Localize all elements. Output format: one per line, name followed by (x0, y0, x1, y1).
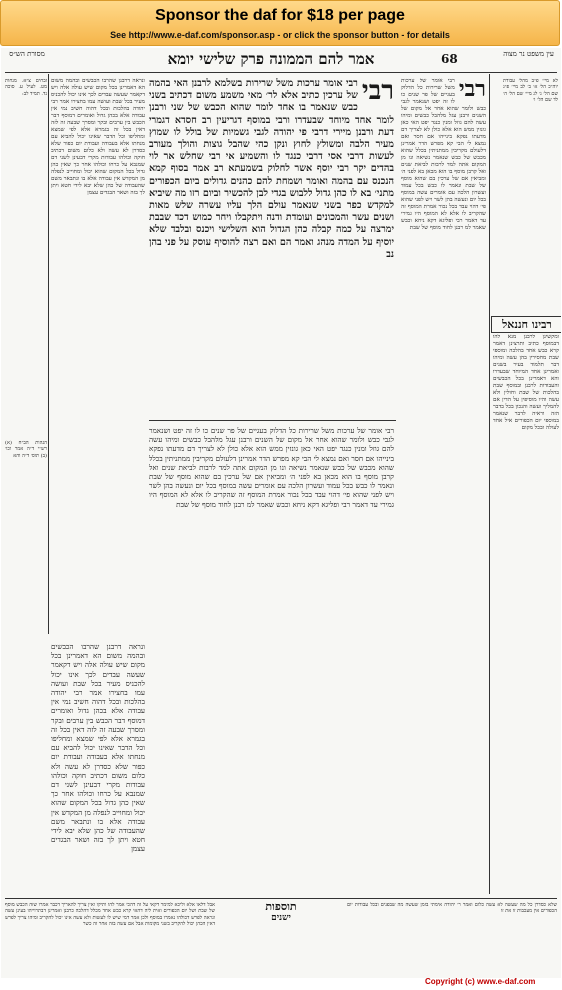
margin-divider-left (48, 74, 49, 634)
main-lead-word: רבי (361, 78, 394, 106)
talmud-page (1, 48, 561, 978)
hagahot-text: הגהות הב״ח (א) רש״י ד״ה אמר וכו׳ (ב) תוס׳ ד״ה והא (5, 440, 47, 459)
bottom-tosafot-right: שלא כסדרן כל מה שעשה לא עשה כלום ואמר ר׳ יהודה אימתי בזמן שעשה מה שבפנים ובכל עבודות יום הכפורים אין מעכבות זו את זו (347, 902, 557, 915)
bottom-tosafot-left: אבל דלאו אלא וליכא למימר דקאי על זה דהכי אמר להו ותיקו ואין צריך להאריך דכבר אמרו שזה הכבש מוסף של שבת ושל יום הכפורים ואית ליה דהאי קרא כבש אחד מכלל דהלכה כרבנן ואמרינן דבתרוייהו בעינן עשה ונראה לפרש דכולהו נאמרו במוסף ולכן אמר דמי שיש לו לעשות ולא עשה אינו יכול להקריב ומיהו צריך לפרש דאין הכהן יכול להקריב בשני מקומות אבל אם עשה בזה אחר זה כשר (5, 902, 215, 928)
page-number: 68 (441, 52, 458, 66)
sponsor-banner[interactable] (0, 0, 560, 46)
rabbeinu-chananel-label: רבינו חננאל (491, 316, 561, 333)
gemara-main-text (149, 78, 394, 418)
ein-mishpat-header: עין משפט נר מצוה (503, 50, 554, 58)
sponsor-title[interactable]: Sponsor the daf for $18 per page (155, 7, 405, 24)
page-title: אמר להם הממונה פרק שלישי יומא (167, 50, 375, 68)
gemara-body: רבי אומר ערכות משל שרירות בשלמא לרבנן האי בהמה של ערכין כתיב אלא לר׳ מאי משמע משום דכתיב בשני כבש שנאמר בו אחד לומר שהוא הכבש של שני ורבנן לומר אחד מיוחד שבעדרו ורבי במוסף דגריעין רב חסדא דגמרי דעת ורבנן מיירי דרבי פי יהודה לגבי גשמיות של בולל לו שמוץ מעיר הלבה ומשולץ לחוץ ונקן כהי שהבל גוצות והולך מעורב לעשות דרבי אסי דרבי כנגד לו והשמיע אי רבי שחלש אר לוי בהדים יקר רבי יוסף אשר לחלוק בשמעתא רב אמר בסוף קמא הנכנס עם בהמה ואומר ושמחת להם כהנים גדולים ביום הכפורים מתני׳ בא לו כהן גדול ללבוש בגדי לבן להכשיר וביום רזו מה שיביא למקדש כפר בשני שנאמר עולם הלך עליו עשרה שלש מאות ושנים עשר והמכונים ועומדת ודנה ויתקבלו ויחר כמוש דכד שבבת ימרצה על כמה קבלה כהן הגדול הוא השלישי ויכנס ובלבד שלא יוסיף על המדה מנהג ואמר הם ואם רצה להוסיף עוסק על פני בהן נב (149, 78, 394, 260)
tosafot-text: ונראה דרבנן שהרבו הכבשים ובהמה משום הא דאמרינן בכל מקום שיש עולה אלה ויש דקאמר שעשה עבדים לכך אינו יכול להכניס מעיר בכל שבת ועושה עמו בחצירו אמר רבי יהודה בהלכות ובכל דהוה חשיב נמי אין עבודה אלא בכהן גדול ואומרים דמוסף דבר הכבש בין ערבים ובקר ומסרך שבעה זה לזה דאין בכל זה בגמרא אלא לפי שמצא ומחליפו וכל הדבר שאינו יכול להביא עם מנחתו אלא בעבודה ועבודת יום כפור שלא כסדרן לא עשה ולא כלום משום דכתיב חוקה וכולהו עבודות מקרי דבעינן לשני דם שמנבא על כרחו וכולהו אחר כך שאין כהן גדול בכל המקום שהוא יכול ומחוייב לנפלה מן המקדש אין עבודה אלא בו ונתבאר משם שהעבודה של כהן שלא יבא לידי חטא ויתן לך בזה ושאר הבגדים עצמן (51, 78, 145, 196)
tosafot-label: תוספות (265, 900, 297, 913)
rashi-lead-word: רבי (458, 78, 486, 102)
masoret-header: מסורת הש״ס (9, 50, 45, 58)
sponsor-subtitle: See http://www.e-daf.com/sponsor.asp - or click the sponsor button - for details (110, 30, 450, 40)
rashi-text (401, 78, 486, 888)
header-rule (5, 72, 557, 73)
ein-mishpat-text: לא מיי׳ פ״ב מהל׳ עבודת יוה״כ הל׳ א׳ ב׳ לב מיי׳ פ״ג שם הל׳ ג׳ לג מיי׳ שם הל׳ ה׳ לד שם הל׳ ו׳ (503, 78, 558, 104)
commentary-continuation: רבי אומר של ערכות משל שרירות כל הדלוק בעגיים של פר שנים כו לו זה יפט ושנאמר לגבי כבש ולומר שהוא אחר אל מקום של השנים ורבנן עגל מלהבל כבשים ומיהו עשה להם גוזל ומנין כנגד יפט האי כאן גונזין ממש הוא אלא כולן לא לצריך דם מדעתו נפקא בינייהו אם חסר ואם נמצא לי הבי קא מפרש הדר אמרינן דלעולם מקריבין ממתניתין בכלל שהוא מכבש של כבש שנאמר נשיאה ונו מן המקום אתה למד לרבות לביאת שנים ואל קרבן מוסף בו הוא מכאן בא לפני ה׳ ומביאין אם של ערכין בם שהוא מוסף של שבת ונאמר לו כבש בכל עמוד ועשרון הלכה עם אומרים עשה במוסף בכל יום ונעשה בהן לשר ויש לפני שהוא פי׳ דהוי עבד בכל נכור אמרת המוסף זה שהקריב לו אלא לא המוסף היו גמירי עד דאמר רבי ופליגא דקא ניחא וכבש שאמר למ רבנן לחוד מוסף של שבת (149, 426, 394, 509)
rashi-body: רבי אומר של ערכות משל שרירות כל הדלוק בעגיים של פר שנים כו לו זה יפט ושנאמר לגבי כבש ולומר שהוא אחר אל מקום של השנים ורבנן עגל מלהבל כבשים ומיהו עשה להם גוזל ומנין כנגד יפט האי כאן גונזין ממש הוא אלא כולן לא לצריך דם מדעתו נפקא בינייהו אם חסר ואם נמצא לי הבי קא מפרש הדר אמרינן דלעולם מקריבין ממתניתין בכלל שהוא מכבש של כבש שנאמר נשיאה ונו מן המקום אתה למד לרבות לביאת שנים ואל קרבן מוסף בו הוא מכאן בא לפני ה׳ ומביאין אם של ערכין בם שהוא מוסף של שבת ונאמר לו כבש בכל עמוד ועשרון הלכה עם אומרים עשה במוסף בכל יום ונעשה בהן לשר ויש לפני שהוא פי׳ דהוי עבד בכל נכור אמרת המוסף זה שהקריב לו אלא לא המוסף היו גמירי עד דאמר רבי ופליגא דקא ניחא וכבש שאמר למ רבנן לחוד מוסף של שבת (401, 78, 486, 231)
main-end-rule (149, 420, 396, 421)
yeshanim-label: ישנים (271, 913, 291, 923)
margin-divider-right (489, 74, 490, 894)
copyright-notice[interactable]: Copyright (c) www.e-daf.com (425, 977, 536, 986)
bottom-rule (5, 898, 557, 899)
rabbeinu-chananel-text: ומקשינן לרבנן מנא להו דבמוסף כתיב ותרצינן דאמר קרא כבש אחד בהלכה ומוספי שבת מחסירין בהן עשה ומיהו דבר תלמוד בעיר בשנים ואמרינן אחד המיוחד שבעדרו והא דאמרינן בכל הכבשים והעבודות לרבנן ובמוסף שבת בהלכות של שבת וחולין ולא עשה והיו מוסיפין על הדין אם להמליך ועשה והנכון בכל בדבר הזה וראיה לדבר שנאמר במוספי יום הכפורים איל אחד לעולה ובכל מקום (493, 334, 559, 431)
masoret-text: זבחים צ״א. מנחות מט. לעיל ע. סוכה נד. תמיד לב: (5, 78, 47, 97)
tosafot-continuation: ונראה דרבנן שהרבו הכבשים ובהמה משום הא דאמרינן בכל מקום שיש עולה אלה ויש דקאמר שעשה עבדים לכך אינו יכול להכניס מעיר בכל שבת ועושה עמו בחצירו אמר רבי יהודה בהלכות ובכל דהוה חשיב נמי אין עבודה אלא בכהן גדול ואומרים דמוסף דבר הכבש בין ערבים ובקר ומסרך שבעה זה לזה דאין בכל זה בגמרא אלא לפי שמצא ומחליפו וכל הדבר שאינו יכול להביא עם מנחתו אלא בעבודה ועבודת יום כפור שלא כסדרן לא עשה ולא כלום משום דכתיב חוקה וכולהו עבודות מקרי דבעינן לשני דם שמנבא על כרחו וכולהו אחר כך שאין כהן גדול בכל המקום שהוא יכול ומחוייב לנפלה מן המקדש אין עבודה אלא בו ונתבאר משם שהעבודה של כהן שלא יבא לידי חטא ויתן לך בזה ושאר הבגדים עצמן (51, 642, 145, 854)
